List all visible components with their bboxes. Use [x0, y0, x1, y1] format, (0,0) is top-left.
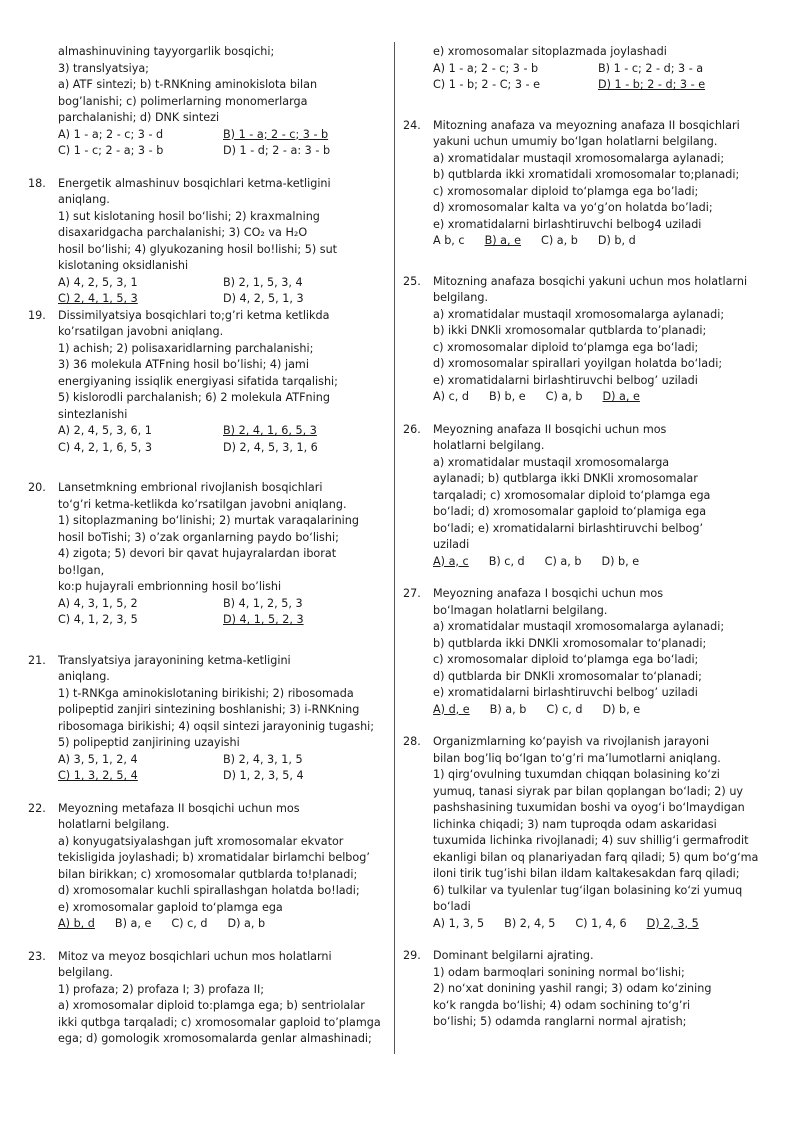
question-line: bo‘lmagan holatlarni belgilang. [433, 603, 608, 617]
question-line: e) xromosomalar gaploid to‘plamga ega [58, 900, 283, 914]
question-line: bilan birikkan; c) xromosomalar qutblarda to!planadi; [58, 867, 358, 881]
option-b: B) a, e [484, 234, 522, 247]
question-line: d) qutblarda bir DNKli xromosomalar to‘planadi; [433, 669, 702, 683]
question-line: Meyozning metafaza II bosqichi uchun mos [58, 801, 300, 815]
question-line: Meyozning anafaza II bosqichi uchun mos [433, 422, 667, 436]
option-a: A) d, e [433, 702, 470, 716]
option-c: C) a, b [544, 554, 582, 568]
answer-options [58, 752, 383, 785]
question-line: d) xromosomalar kalta va yo‘g’on holatda bo’ladi; [433, 201, 713, 214]
question-line: ikki qutbga tarqaladi; c) xromosomalar gaploid to’plamga [58, 1015, 381, 1029]
option-a: A) c, d [433, 390, 469, 403]
question-number: 28. [403, 735, 421, 748]
option-b: B) 2, 4, 3, 1, 5 [223, 752, 303, 766]
question-number: 27. [403, 587, 421, 600]
question-line: ribosomaga birikishi; 4) oqsil sintezi jarayoninig tugashi; [58, 719, 375, 733]
question-line: a) ATF sintezi; b) t-RNKning aminokislota bilan [58, 78, 318, 91]
answer-options [433, 702, 773, 719]
option-b: B) 4, 1, 2, 5, 3 [223, 596, 303, 610]
question-line: 1) sitoplazmaning bo‘linishi; 2) murtak varaqalarining [58, 514, 359, 527]
question-line: disaxaridgacha parchalanishi; 3) CO₂ va H₂O [58, 226, 308, 239]
question-line: Translyatsiya jarayonining ketma-ketligini [58, 653, 291, 667]
option-d: D) b, d [597, 234, 636, 247]
question-number: 20. [28, 481, 46, 494]
question-line: Dissimilyatsiya bosqichlari to;g’ri ketma ketlikda [58, 308, 330, 322]
question-line: holatlarni belgilang. [433, 439, 545, 452]
option-a: A) a, c [433, 554, 469, 568]
right-column [403, 44, 773, 1031]
question-line: 1) achish; 2) polisaxaridlarning parchalanishi; [58, 341, 314, 355]
question-number: 19. [28, 308, 46, 322]
question-line: bog’lanishi; c) polimerlarning monomerlarga [58, 94, 308, 108]
question-23-continued [403, 44, 773, 94]
question-line: belgilang. [433, 291, 489, 304]
answer-options [58, 423, 383, 456]
question-line: b) qutblarda ikki xromatidali xromosomalar to;planadi; [433, 168, 740, 181]
question-line: b) qutblarda ikki DNKli xromosomalar to‘planadi; [433, 636, 707, 650]
question-line: 5) polipeptid zanjirining uzayishi [58, 736, 240, 749]
question-21 [28, 653, 383, 785]
question-line: 4) zigota; 5) devori bir qavat hujayralardan iborat bo!lgan, [58, 547, 337, 577]
question-line: 3) 36 molekula ATFning hosil bo’lishi; 4) jami [58, 358, 309, 371]
question-number: 25. [403, 274, 421, 288]
answer-options [433, 61, 773, 94]
question-line: a) konyugatsiyalashgan juft xromosomalar ekvator [58, 834, 344, 848]
question-line: bo‘ladi; d) xromosomalar gaploid to‘plamiga ega [433, 505, 707, 518]
question-line: energiyaning issiqlik energiyasi sifatida tarqalishi; [58, 374, 338, 388]
question-line: tekisligida joylashadi; b) xromatidalar birlamchi belbog’ [58, 851, 370, 864]
answer-options [433, 233, 773, 250]
question-line: 1) odam barmoqlari sonining normal bo‘lishi; [433, 965, 685, 979]
option-a: A) 3, 5, 1, 2, 4 [58, 752, 138, 766]
option-d: D) 2, 3, 5 [646, 916, 699, 930]
question-28 [403, 734, 773, 932]
question-line: Energetik almashinuv bosqichlari ketma-ketligini [58, 176, 331, 190]
question-line: hosil boTishi; 3) o’zak organlarning paydo bo‘lishi; [58, 530, 339, 544]
answer-options [433, 389, 773, 406]
question-20 [28, 480, 383, 629]
question-number: 26. [403, 422, 421, 436]
option-b: B) 1 - c; 2 - d; 3 - a [598, 61, 704, 75]
question-24 [403, 118, 773, 250]
option-d: D) 4, 2, 5, 1, 3 [223, 292, 304, 305]
question-line: polipeptid zanjiri sintezining boshlanishi; 3) i-RNKning [58, 703, 360, 716]
option-b: B) a, b [489, 702, 527, 716]
question-line: d) xromosomalar kuchli spirallashgan holatda bo!ladi; [58, 884, 360, 897]
question-line: aniqlang. [58, 193, 110, 206]
question-23 [28, 949, 383, 1048]
question-line: tuxumida lichinka rivojlanadi; 4) suv shillig‘i germafrodit [433, 834, 749, 847]
question-line: a) xromatidalar mustaqil xromosomalarga aylanadi; [433, 620, 725, 633]
option-a: A) 4, 3, 1, 5, 2 [58, 596, 138, 610]
question-line: holatlarni belgilang. [58, 818, 170, 831]
option-c: C) 4, 1, 2, 3, 5 [58, 613, 138, 626]
option-b: B) c, d [488, 554, 525, 568]
question-line: tarqaladi; c) xromosomalar diploid to‘plamga ega [433, 488, 711, 502]
question-27 [403, 586, 773, 718]
question-line: 1) qirg‘ovulning tuxumdan chiqqan bolasining ko‘zi [433, 768, 720, 781]
option-b: B) 2, 4, 5 [504, 916, 556, 930]
question-17-continued [28, 44, 383, 160]
answer-options [433, 916, 773, 933]
question-number: 18. [28, 176, 46, 190]
question-line: sintezlanishi [58, 407, 128, 421]
question-line: to‘g’ri ketma-ketlikda ko’rsatilgan javobni aniqlang. [58, 497, 347, 511]
option-a: A) 1 - a; 2 - c; 3 - b [433, 61, 539, 75]
question-18 [28, 176, 383, 308]
question-line: Mitozning anafaza va meyozning anafaza II bosqichlari [433, 118, 740, 132]
answer-options [58, 916, 383, 933]
answer-options [58, 127, 383, 160]
option-b: B) a, e [114, 917, 152, 930]
question-line: ko‘k rangda bo‘lishi; 4) odam sochining to‘g’ri [433, 998, 691, 1012]
option-a: A) 2, 4, 5, 3, 6, 1 [58, 424, 152, 437]
question-line: Mitoz va meyoz bosqichlari uchun mos holatlarni [58, 949, 332, 963]
option-b: B) 2, 1, 5, 3, 4 [223, 275, 303, 289]
option-b: B) b, e [488, 390, 526, 403]
question-line: ega; d) gomologik xromosomalarda genlar almashinadi; [58, 1032, 372, 1045]
question-line: aniqlang. [58, 670, 110, 683]
question-line: e) xromosomalar sitoplazmada joylashadi [433, 45, 667, 58]
question-line: belgilang. [58, 966, 114, 979]
option-b: B) 1 - a; 2 - c; 3 - b [223, 127, 329, 141]
option-c: C) 1, 3, 2, 5, 4 [58, 769, 138, 782]
question-26 [403, 422, 773, 571]
option-c: C) 1 - b; 2 - C; 3 - e [433, 78, 540, 91]
question-line: parchalanishi; d) DNK sintezi [58, 111, 220, 124]
question-line: b) ikki DNKli xromosomalar qutblarda to’planadi; [433, 324, 707, 337]
option-c: C) 4, 2, 1, 6, 5, 3 [58, 440, 153, 454]
option-d: D) a, b [227, 917, 266, 930]
question-line: Organizmlarning ko‘payish va rivojlanish jarayoni [433, 735, 710, 748]
option-a: A) 4, 2, 5, 3, 1 [58, 275, 138, 289]
option-c: C) 1 - c; 2 - a; 3 - b [58, 144, 164, 157]
option-b: B) 2, 4, 1, 6, 5, 3 [223, 424, 317, 437]
option-c: C) c, d [546, 702, 583, 716]
option-d: D) b, e [602, 702, 641, 716]
answer-options [433, 554, 773, 571]
question-line: uziladi [433, 538, 470, 551]
option-a: A) 1, 3, 5 [433, 916, 485, 930]
question-line: a) xromatidalar mustaqil xromosomalarga [433, 455, 670, 469]
question-line: 1) profaza; 2) profaza I; 3) profaza II; [58, 982, 265, 996]
question-line: 2) no‘xat donining yashil rangi; 3) odam ko‘zining [433, 982, 712, 995]
question-line: yakuni uchun umumiy bo‘lgan holatlarni belgilang. [433, 135, 718, 148]
question-line: aylanadi; b) qutblarga ikki DNKli xromosomalar [433, 472, 698, 485]
answer-options [58, 596, 383, 629]
column-divider [394, 42, 395, 1054]
question-line: 1) sut kislotaning hosil bo‘lishi; 2) kraxmalning [58, 209, 320, 223]
question-line: almashinuvining tayyorgarlik bosqichi; [58, 45, 275, 58]
question-line: kislotaning oksidlanishi [58, 259, 189, 272]
option-d: D) 1 - d; 2 - a: 3 - b [223, 144, 331, 157]
question-line: Meyozning anafaza I bosqichi uchun mos [433, 587, 664, 600]
question-line: 6) tulkilar va tyulenlar tug‘ilgan bolasining ko‘zi yumuq [433, 883, 743, 897]
question-line: e) xromatidalarni birlashtiruvchi belbog’ uziladi [433, 686, 698, 699]
option-c: C) 1, 4, 6 [575, 916, 627, 930]
question-line: ko’rsatilgan javobni aniqlang. [58, 325, 224, 338]
question-line: a) xromatidalar mustaqil xromosomalarga aylanadi; [433, 307, 725, 321]
question-line: ekanligi bilan oq planariyadan farq qiladi; 5) qum bo‘g‘ma [433, 850, 759, 864]
option-c: C) a, b [545, 390, 583, 403]
question-line: bo‘ladi; e) xromatidalarni birlashtiruvchi belbog’ [433, 521, 704, 535]
option-a: A) 1 - a; 2 - c; 3 - d [58, 127, 164, 141]
option-d: D) a, e [602, 390, 640, 403]
question-line: bo‘ladi [433, 900, 471, 913]
question-line: e) xromatidalarni birlashtiruvchi belbog’ uziladi [433, 373, 698, 387]
question-line: bo‘lishi; 5) odamda ranglarni normal ajratish; [433, 1015, 687, 1028]
option-d: D) 1, 2, 3, 5, 4 [223, 769, 304, 782]
question-line: iloni tirik tug’ishi bilan ildam kaltakesakdan farq qiladi; [433, 867, 740, 880]
question-line: pashshasining tuxumidan boshi va oyog‘i bo‘lmaydigan [433, 801, 745, 814]
option-d: D) 1 - b; 2 - d; 3 - e [598, 78, 706, 91]
question-line: 3) translyatsiya; [58, 61, 149, 75]
question-line: d) xromosomalar spirallari yoyilgan holatda bo‘ladi; [433, 357, 723, 370]
question-line: hosil bo‘lishi; 4) glyukozaning hosil bo!lishi; 5) sut [58, 242, 338, 256]
option-d: D) b, e [601, 554, 640, 568]
option-d: D) 4, 1, 5, 2, 3 [223, 613, 304, 626]
question-line: Dominant belgilarni ajrating. [433, 949, 594, 962]
question-line: c) xromosomalar diploid to‘plamga ega bo‘ladi; [433, 653, 699, 666]
question-line: c) xromosomalar diploid to‘plamga ega bo’ladi; [433, 184, 699, 198]
question-line: e) xromatidalarni birlashtiruvchi belbog4 uziladi [433, 217, 702, 231]
question-number: 22. [28, 801, 46, 815]
question-number: 23. [28, 949, 46, 963]
option-a: A) b, d [58, 917, 95, 930]
question-line: 1) t-RNKga aminokislotaning birikishi; 2) ribosomada [58, 686, 354, 700]
question-25 [403, 274, 773, 406]
question-line: a) xromosomalar diploid to:plamga ega; b) sentriolalar [58, 999, 365, 1012]
option-a: A b, c [433, 234, 465, 247]
question-number: 21. [28, 653, 46, 667]
question-22 [28, 801, 383, 933]
question-29 [403, 948, 773, 1031]
question-number: 29. [403, 949, 421, 962]
left-column [28, 44, 383, 1048]
option-c: C) a, b [541, 234, 578, 247]
question-line: ko:p hujayrali embrionning hosil bo’lishi [58, 580, 282, 593]
question-line: Lansetmkning embrional rivojlanish bosqichlari [58, 481, 323, 494]
question-line: Mitozning anafaza bosqichi yakuni uchun mos holatlarni [433, 274, 748, 288]
question-line: 5) kislorodli parchalanish; 6) 2 molekula ATFning [58, 391, 330, 404]
option-d: D) 2, 4, 5, 3, 1, 6 [223, 440, 318, 454]
question-19 [28, 308, 383, 457]
question-line: yumuq, tanasi siyrak par bilan qoplangan bo‘ladi; 2) uy [433, 784, 744, 798]
question-line: c) xromosomalar diploid to‘plamga ega bo‘ladi; [433, 340, 699, 354]
question-line: bilan bog’liq bo‘lgan to‘g’ri ma’lumotlarni aniqlang. [433, 751, 721, 765]
question-number: 24. [403, 118, 421, 132]
answer-options [58, 275, 383, 308]
option-c: C) c, d [171, 917, 208, 930]
option-c: C) 2, 4, 1, 5, 3 [58, 292, 138, 305]
question-line: lichinka chiqadi; 3) nam tuproqda odam askaridasi [433, 817, 717, 831]
question-line: a) xromatidalar mustaqil xromosomalarga aylanadi; [433, 151, 725, 165]
